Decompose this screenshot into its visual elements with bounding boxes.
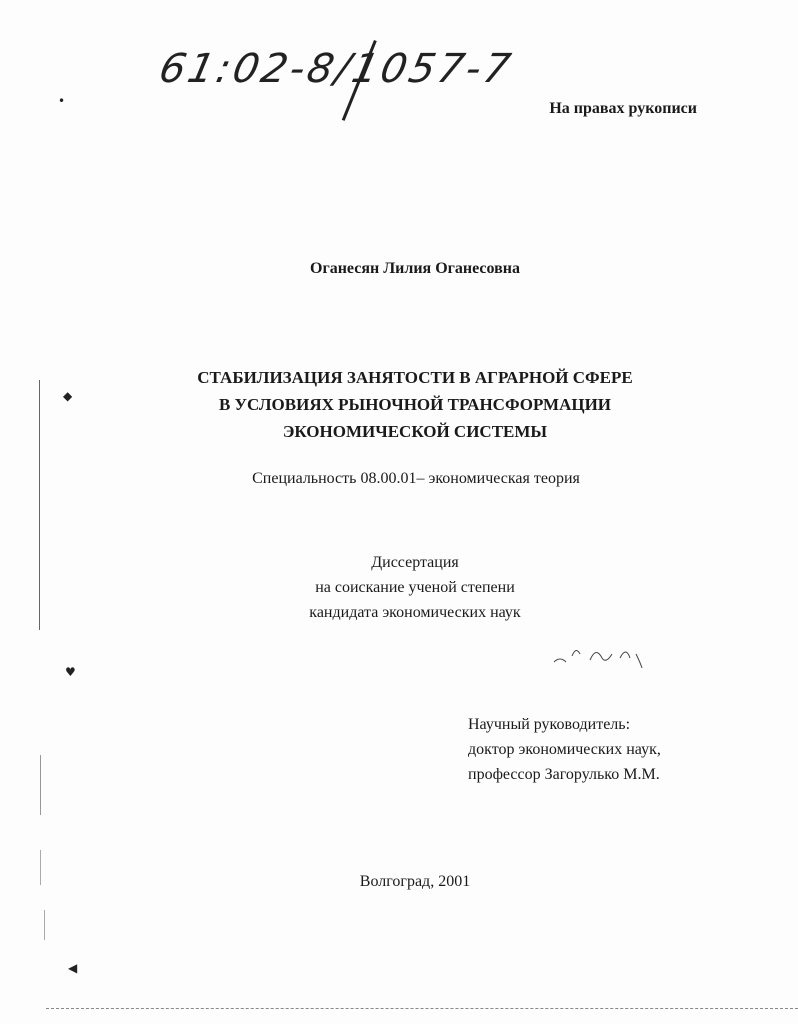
scan-bottom-edge [46,1008,798,1009]
rights-notice: На правах рукописи [549,100,697,117]
advisor-line: доктор экономических наук, [468,741,661,758]
scan-heart-mark: ♥ [65,665,76,679]
thesis-title [0,364,798,445]
dissertation-line: на соискание ученой степени [315,579,515,596]
advisor-line: профессор Загорулько М.М. [468,766,660,783]
scan-arrow-mark: ◀ [68,961,78,975]
advisor-block [468,712,661,787]
title-line: ЭКОНОМИЧЕСКОЙ СИСТЕМЫ [282,422,548,441]
author-name: Оганесян Лилия Оганесовна [310,260,520,277]
title-line: В УСЛОВИЯХ РЫНОЧНОЙ ТРАНСФОРМАЦИИ [218,395,612,414]
dissertation-line: Диссертация [371,554,459,571]
dissertation-block [0,550,798,625]
scan-margin-line [40,755,41,815]
handwritten-code: 61:02-8/1057-7 [155,46,518,92]
scan-arrow-mark: ◆ [63,389,73,403]
advisor-line: Научный руководитель: [468,716,631,733]
scan-margin-line [39,380,40,630]
handwritten-squiggle [550,636,645,670]
city-year: Волгоград, 2001 [359,873,471,890]
specialty-line: Специальность 08.00.01– экономическая теория [252,470,580,487]
dissertation-line: кандидата экономических наук [309,604,521,621]
scan-margin-line [44,910,45,940]
scan-dot-mark: • [58,94,66,108]
scan-margin-line [40,850,41,885]
title-line: СТАБИЛИЗАЦИЯ ЗАНЯТОСТИ В АГРАРНОЙ СФЕРЕ [197,368,633,387]
